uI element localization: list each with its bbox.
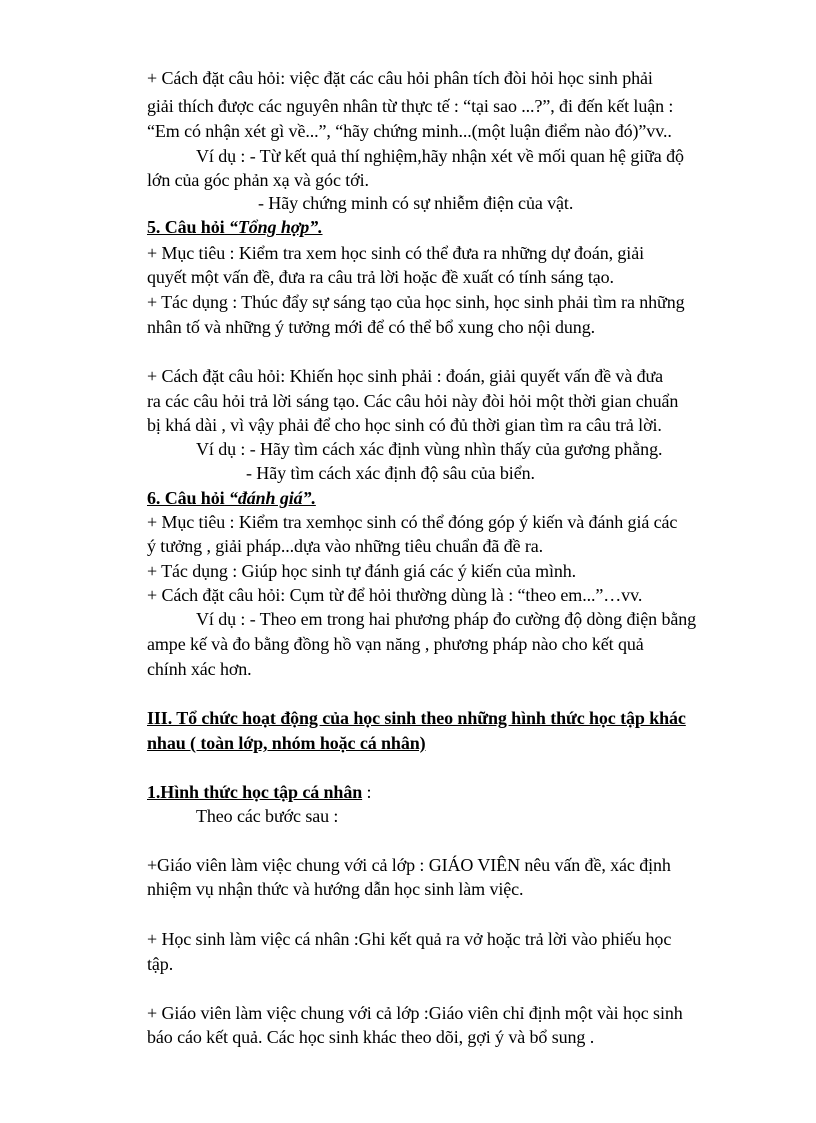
- text-line: + Tác dụng : Giúp học sinh tự đánh giá các ý kiến của mình.: [147, 561, 577, 581]
- text-line: tập.: [147, 954, 174, 974]
- heading-number: 5. Câu hỏi: [147, 217, 225, 237]
- subsection-title: 1.Hình thức học tập cá nhân: [147, 782, 363, 802]
- text-line: lớn của góc phản xạ và góc tới.: [147, 170, 369, 190]
- heading-number: 6. Câu hỏi: [147, 488, 225, 508]
- example-line: Ví dụ : - Hãy tìm cách xác định vùng nhìn thấy của gương phẳng.: [196, 439, 663, 459]
- text-line: ý tưởng , giải pháp...dựa vào những tiêu chuẩn đã đề ra.: [147, 536, 544, 556]
- heading-title: “Tổng hợp”.: [224, 217, 323, 237]
- section-title-3-cont: nhau ( toàn lớp, nhóm hoặc cá nhân): [147, 733, 426, 753]
- text-line: bị khá dài , vì vậy phải để cho học sinh có đủ thời gian tìm ra câu trả lời.: [147, 415, 662, 435]
- section-title-3: III. Tổ chức hoạt động của học sinh theo những hình thức học tập khác: [147, 708, 686, 728]
- text-line: Theo các bước sau :: [196, 806, 339, 826]
- example-line: - Hãy tìm cách xác định độ sâu của biển.: [246, 463, 535, 483]
- text-line: + Cách đặt câu hỏi: Khiến học sinh phải : đoán, giải quyết vấn đề và đưa: [147, 366, 664, 386]
- text-line: + Cách đặt câu hỏi: việc đặt các câu hỏi phân tích đòi hỏi học sinh phải: [147, 68, 653, 88]
- section-heading-6: [147, 486, 316, 510]
- text-line: nhân tố và những ý tưởng mới để có thể bổ xung cho nội dung.: [147, 317, 595, 337]
- text-line: ampe kế và đo bằng đồng hồ vạn năng , phương pháp nào cho kết quả: [147, 634, 644, 654]
- text-line: nhiệm vụ nhận thức và hướng dẫn học sinh làm việc.: [147, 879, 524, 899]
- text-line: +Giáo viên làm việc chung với cả lớp : GIÁO VIÊN nêu vấn đề, xác định: [147, 855, 671, 875]
- text-line: chính xác hơn.: [147, 659, 252, 679]
- text-line: + Giáo viên làm việc chung với cả lớp :Giáo viên chỉ định một vài học sinh: [147, 1003, 683, 1023]
- text-line: báo cáo kết quả. Các học sinh khác theo dõi, gợi ý và bổ sung .: [147, 1027, 595, 1047]
- example-line: Ví dụ : - Theo em trong hai phương pháp đo cường độ dòng điện bằng: [196, 609, 697, 629]
- text-line: + Mục tiêu : Kiểm tra xemhọc sinh có thể đóng góp ý kiến và đánh giá các: [147, 512, 678, 532]
- subsection-colon: :: [362, 782, 372, 802]
- subsection-heading-1: [147, 780, 371, 804]
- text-line: “Em có nhận xét gì về...”, “hãy chứng minh...(một luận điểm nào đó)”vv..: [147, 121, 672, 141]
- text-line: + Tác dụng : Thúc đẩy sự sáng tạo của học sinh, học sinh phải tìm ra những: [147, 292, 685, 312]
- text-line: giải thích được các nguyên nhân từ thực tế : “tại sao ...?”, đi đến kết luận :: [147, 96, 674, 116]
- text-line: + Mục tiêu : Kiểm tra xem học sinh có thể đưa ra những dự đoán, giải: [147, 243, 644, 263]
- heading-title: “đánh giá”.: [224, 488, 316, 508]
- text-line: ra các câu hỏi trả lời sáng tạo. Các câu hỏi này đòi hỏi một thời gian chuẩn: [147, 391, 679, 411]
- text-line: + Học sinh làm việc cá nhân :Ghi kết quả ra vở hoặc trả lời vào phiếu học: [147, 929, 672, 949]
- text-line: quyết một vấn đề, đưa ra câu trả lời hoặc đề xuất có tính sáng tạo.: [147, 267, 614, 287]
- text-line: + Cách đặt câu hỏi: Cụm từ để hỏi thường dùng là : “theo em...”…vv.: [147, 585, 643, 605]
- section-heading-5: [147, 215, 323, 239]
- example-line: - Hãy chứng minh có sự nhiễm điện của vật.: [258, 193, 574, 213]
- example-line: Ví dụ : - Từ kết quả thí nghiệm,hãy nhận xét về mối quan hệ giữa độ: [196, 146, 684, 166]
